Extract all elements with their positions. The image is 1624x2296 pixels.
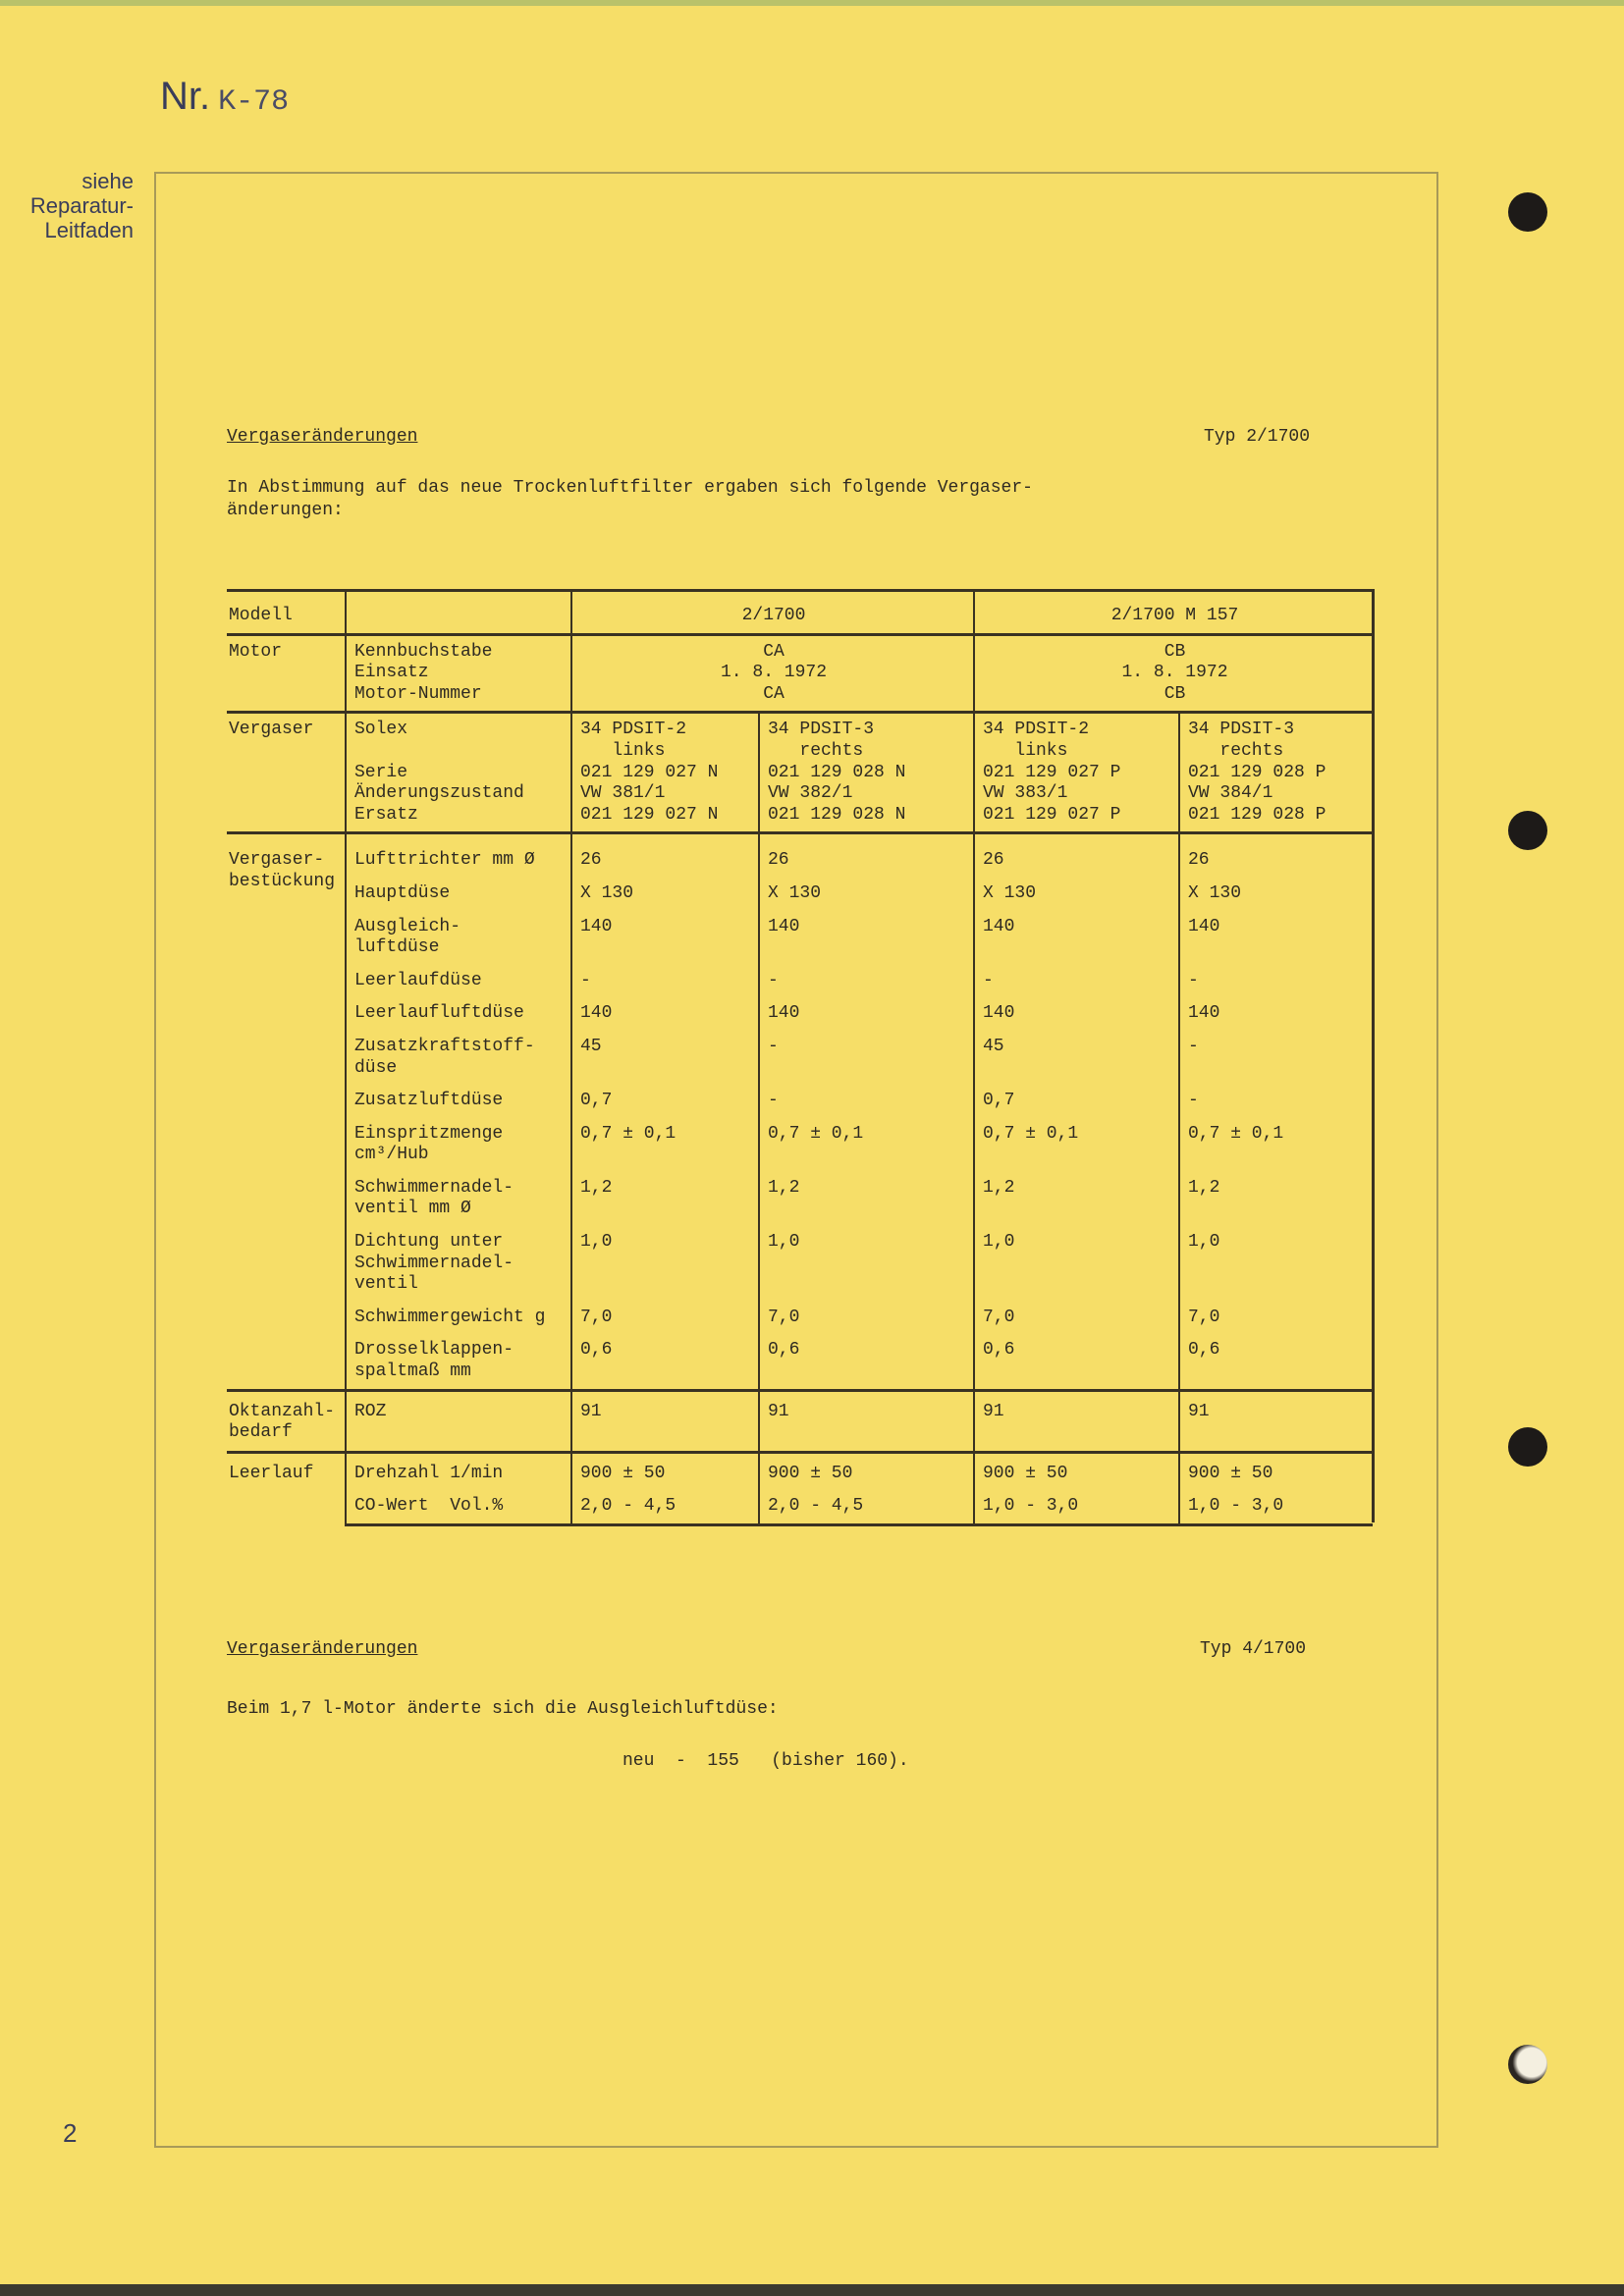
parameter-label: Drehzahl 1/min [346,1452,571,1490]
parameter-value: 0,7 ± 0,1 [571,1118,759,1172]
carburetor-spec: 34 PDSIT-3 rechts 021 129 028 P VW 384/1 021 129 028 P [1179,713,1373,833]
carburetor-spec: 34 PDSIT-2 links 021 129 027 N VW 381/1 021 129 027 N [571,713,759,833]
parameter-value: 140 [571,911,759,965]
parameter-value: 140 [1179,911,1373,965]
empty-cell [346,591,571,635]
table-header-row [227,591,1373,635]
parameter-label: Leerlaufluftdüse [346,997,571,1031]
parameter-value: 0,7 ± 0,1 [1179,1118,1373,1172]
parameter-value: 140 [759,911,974,965]
row-label: Oktanzahl- bedarf [227,1390,346,1452]
section2-type: Typ 4/1700 [1200,1639,1307,1659]
parameter-value: - [571,965,759,998]
parameter-label: Drosselklappen- spaltmaß mm [346,1334,571,1390]
parameter-value: 1,0 - 3,0 [974,1490,1179,1524]
parameter-value: 0,7 ± 0,1 [974,1118,1179,1172]
parameter-value: 900 ± 50 [1179,1452,1373,1490]
parameter-label: ROZ [346,1390,571,1452]
equipment-row [227,1118,1373,1172]
document-number [160,75,289,119]
octane-row [227,1390,1373,1452]
parameter-label: Einspritzmenge cm³/Hub [346,1118,571,1172]
parameter-value: 45 [974,1031,1179,1085]
parameter-value: 7,0 [571,1302,759,1335]
parameter-value: 140 [1179,997,1373,1031]
parameter-label: Lufttrichter mm Ø [346,833,571,878]
equipment-row [227,1226,1373,1302]
table-right-border [1372,589,1375,1522]
parameter-value: 0,7 ± 0,1 [759,1118,974,1172]
parameter-value: 140 [974,911,1179,965]
motor-values: CA 1. 8. 1972 CA [571,634,974,713]
parameter-value: 1,2 [974,1172,1179,1226]
parameter-value: 1,2 [571,1172,759,1226]
parameter-value: 45 [571,1031,759,1085]
equipment-row [227,1085,1373,1118]
parameter-value: 7,0 [1179,1302,1373,1335]
parameter-value: - [759,1085,974,1118]
carburetor-spec: 34 PDSIT-3 rechts 021 129 028 N VW 382/1 021 129 028 N [759,713,974,833]
carburetor-table [227,589,1373,1526]
parameter-value: 2,0 - 4,5 [571,1490,759,1524]
row-label: Modell [227,591,346,635]
parameter-label: Schwimmergewicht g [346,1302,571,1335]
parameter-value: 140 [759,997,974,1031]
parameter-value: 140 [974,997,1179,1031]
section1-intro: In Abstimmung auf das neue Trockenluftfilter ergaben sich folgende Vergaser- änderungen: [227,478,1033,520]
vergaser-row [227,713,1373,833]
row-label: Motor [227,634,346,713]
parameter-value: 1,0 [759,1226,974,1302]
number-value: K-78 [218,85,290,119]
parameter-value: 900 ± 50 [974,1452,1179,1490]
parameter-value: - [1179,965,1373,998]
motor-row [227,634,1373,713]
parameter-value: 7,0 [974,1302,1179,1335]
parameter-value: - [759,1031,974,1085]
parameter-value: 0,7 [571,1085,759,1118]
model-group: 2/1700 [571,591,974,635]
equipment-row [227,1334,1373,1390]
parameter-label: Dichtung unter Schwimmernadel- ventil [346,1226,571,1302]
number-label: Nr. [160,75,211,118]
parameter-value: - [1179,1085,1373,1118]
section1-heading: Vergaseränderungen [227,427,418,447]
idle-row [227,1452,1373,1490]
punch-hole [1508,2045,1547,2084]
parameter-value: X 130 [1179,878,1373,911]
row-label: Leerlauf [227,1452,346,1524]
section2-heading: Vergaseränderungen [227,1639,418,1659]
punch-hole [1508,192,1547,232]
parameter-label: Schwimmernadel- ventil mm Ø [346,1172,571,1226]
parameter-label: Hauptdüse [346,878,571,911]
parameter-value: 2,0 - 4,5 [759,1490,974,1524]
parameter-value: 1,0 [1179,1226,1373,1302]
parameter-label: CO-Wert Vol.% [346,1490,571,1524]
parameter-value: X 130 [571,878,759,911]
parameter-value: X 130 [759,878,974,911]
punch-hole [1508,1427,1547,1467]
parameter-value: 26 [974,833,1179,878]
parameter-value: 91 [759,1390,974,1452]
section2-text: Beim 1,7 l-Motor änderte sich die Ausgleichluftdüse: [227,1699,779,1719]
parameter-value: 1,2 [1179,1172,1373,1226]
motor-values: CB 1. 8. 1972 CB [974,634,1373,713]
equipment-row [227,833,1373,878]
parameter-label: Zusatzkraftstoff- düse [346,1031,571,1085]
parameter-value: 91 [1179,1390,1373,1452]
parameter-value: - [1179,1031,1373,1085]
parameter-value: 0,7 [974,1085,1179,1118]
parameter-value: 26 [571,833,759,878]
model-group: 2/1700 M 157 [974,591,1373,635]
parameter-value: 7,0 [759,1302,974,1335]
row-label: Vergaser- bestückung [227,833,346,1390]
parameter-value: 26 [759,833,974,878]
parameter-value: 900 ± 50 [571,1452,759,1490]
field-labels: Solex Serie Änderungszustand Ersatz [346,713,571,833]
parameter-value: 91 [571,1390,759,1452]
section1-type: Typ 2/1700 [1204,427,1311,447]
parameter-value: X 130 [974,878,1179,911]
parameter-label: Ausgleich- luftdüse [346,911,571,965]
idle-row [227,1490,1373,1524]
parameter-value: 0,6 [974,1334,1179,1390]
side-note: siehe Reparatur- Leitfaden [29,169,134,242]
equipment-row [227,1302,1373,1335]
equipment-row [227,911,1373,965]
page-number: 2 [63,2118,78,2148]
parameter-value: - [759,965,974,998]
carburetor-spec: 34 PDSIT-2 links 021 129 027 P VW 383/1 021 129 027 P [974,713,1179,833]
page-top-edge [0,0,1624,6]
parameter-value: 91 [974,1390,1179,1452]
parameter-value: 1,0 [571,1226,759,1302]
equipment-row [227,1031,1373,1085]
page-bottom-edge [0,2284,1624,2296]
parameter-value: - [974,965,1179,998]
punch-hole [1508,811,1547,850]
parameter-value: 140 [571,997,759,1031]
parameter-label: Zusatzluftdüse [346,1085,571,1118]
equipment-row [227,997,1373,1031]
equipment-row [227,1172,1373,1226]
equipment-row [227,965,1373,998]
parameter-value: 0,6 [759,1334,974,1390]
parameter-value: 0,6 [1179,1334,1373,1390]
parameter-value: 1,0 - 3,0 [1179,1490,1373,1524]
equipment-row [227,878,1373,911]
parameter-value: 1,0 [974,1226,1179,1302]
row-label: Vergaser [227,713,346,833]
parameter-value: 900 ± 50 [759,1452,974,1490]
parameter-value: 0,6 [571,1334,759,1390]
section2-value: neu - 155 (bisher 160). [623,1751,909,1771]
parameter-value: 1,2 [759,1172,974,1226]
parameter-label: Leerlaufdüse [346,965,571,998]
field-labels: Kennbuchstabe Einsatz Motor-Nummer [346,634,571,713]
parameter-value: 26 [1179,833,1373,878]
